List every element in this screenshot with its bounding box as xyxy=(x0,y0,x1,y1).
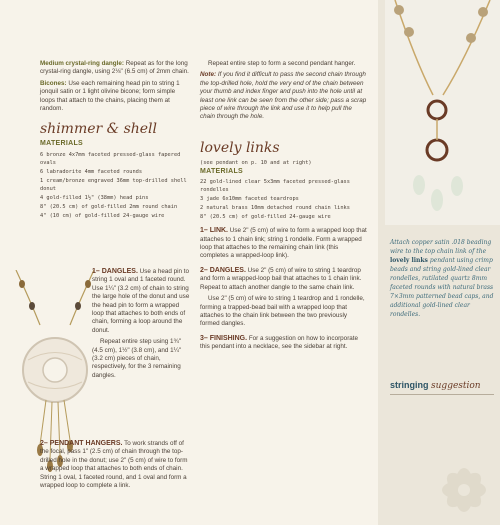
material-item: 4" (10 cm) of gold-filled 24-gauge wire xyxy=(40,212,165,219)
material-item: 4 gold-filled 1½" (38mm) head pins xyxy=(40,194,149,201)
link-step1-title: 1– LINK. xyxy=(200,227,229,235)
material-item: 8" (20.5 cm) of gold-filled 24-gauge wire xyxy=(200,214,331,221)
left-steps-a xyxy=(92,268,192,383)
materials-label: MATERIALS xyxy=(40,140,84,148)
sugg-b: suggestion xyxy=(431,381,481,391)
material-item: 6 bronze 4x7mm faceted pressed-glass fapered ovals xyxy=(40,151,181,166)
stringing-suggestion-label xyxy=(390,380,481,391)
step2-title: 2– PENDANT HANGERS. xyxy=(40,440,123,447)
note-paragraph xyxy=(200,71,368,121)
caption-bold: lovely links xyxy=(390,257,428,264)
link-step2-title: 2– DANGLES. xyxy=(200,266,246,274)
link-step2 xyxy=(200,267,368,292)
link-step3 xyxy=(200,335,368,352)
bicones-text: Use each remaining head pin to string 1 jonquil satin or 1 light olivine bicone; form simple loops that attach to the chains, placing them at random. xyxy=(40,79,180,113)
material-item: 22 gold-lined clear 5x3mm faceted pressed-glass rondelles xyxy=(200,179,350,194)
caption-part-a: Attach copper satin .018 beading wire to the top chain link of the xyxy=(390,239,492,255)
materials-label: MATERIALS xyxy=(200,167,244,175)
photo-caption xyxy=(390,238,494,319)
link-step1 xyxy=(200,227,368,261)
crystal-paragraph xyxy=(40,60,190,77)
step1-title: 1– DANGLES. xyxy=(92,268,138,275)
shimmer-shell-heading: shimmer & shell xyxy=(40,121,158,138)
middle-column xyxy=(200,60,368,355)
material-item: 3 jade 6x10mm faceted teardrops xyxy=(200,196,299,203)
material-item: 1 cream/bronze engraved 36mm top-drilled shell donut xyxy=(40,177,187,192)
step1-text: Use a head pin to string 1 oval and 1 faceted round. Use 1¼" (3.2 cm) of chain to string the large hole of the donut and use the head pin to form a wrapped loop that attaches to both ends of chain, forming a loop around the donut. xyxy=(92,268,190,334)
caption-part-b: pendant using crimp beads and string gold-lined clear rondelles, rutilated quartz 8mm faceted rounds with natural brass 7×3mm patterned bead caps, and additional gold-lined clear rondelles. xyxy=(390,257,494,318)
decorative-flower-icon xyxy=(404,430,500,525)
divider xyxy=(390,394,494,395)
note-label: Note: xyxy=(200,71,217,79)
lovely-links-photo xyxy=(385,0,500,225)
link-step2-text: Use 2" (5 cm) of wire to string 1 teardrop and form a wrapped-loop bail that attaches to 1 chain link. Repeat to attach another dangle to the same chain link. xyxy=(200,266,362,291)
note-text: If you find it difficult to pass the second chain through the top-drilled hole, hold the very end of the chain between your thumb and index finger and push into the hole until at least one link can be seen from the other side; pass a scrap piece of wire through the link and use it to help pull the chain through the hole. xyxy=(200,71,367,121)
material-item: 2 natural brass 10mm detached round chain links xyxy=(200,205,350,212)
step2-text: To work strands off of the focal, pass 1" (2.5 cm) of chain through the top-drilled hole in the donut; use 2" (5 cm) of wire to form a wrapped loop that attaches to both ends of chain. String 1 oval, 1 faceted round, and 1 oval and form a wrapped loop to complete a link. xyxy=(40,440,188,490)
repeat-paragraph: Repeat entire step to form a second pendant hanger. xyxy=(208,60,356,67)
link-step1-text: Use 2" (5 cm) of wire to form a wrapped loop that attaches to 1 chain link; string 1 rondelle. Form a wrapped loop that attaches to the remaining chain link (this completes a wrapped-loop link). xyxy=(200,227,367,260)
step1-paragraph xyxy=(92,268,192,335)
link-step3-text: For a suggestion on how to incorporate this pendant into a necklace, see the sidebar at right. xyxy=(200,334,359,351)
material-item: 6 labradorite 4mm faceted rounds xyxy=(40,168,143,175)
step2-paragraph xyxy=(40,440,192,490)
lovely-links-heading: lovely links xyxy=(200,139,280,156)
link-step2-b: Use 2" (5 cm) of wire to string 1 teardrop and 1 rondelle, forming a trapped-bead bail with a wrapped loop that attaches to the chain link between the two previously formed dangles. xyxy=(200,295,365,328)
bicones-title: Bicones: xyxy=(40,79,67,87)
see-pendant-note: (see pendant on p. 10 and at right) xyxy=(200,159,312,166)
crystal-title: Medium crystal-ring dangle: xyxy=(40,60,124,67)
crystal-text: Repeat as for the long crystal-ring dangle, using 2⅛" (6.5 cm) of 2mm chain. xyxy=(40,60,189,76)
left-column xyxy=(40,60,190,221)
link-step3-title: 3– FINISHING. xyxy=(200,334,248,342)
step1-repeat: Repeat entire step using 1¾" (4.5 cm), 1½" (3.8 cm), and 1¼" (3.2 cm) pieces of chain, respectively, for the 3 remaining dangles. xyxy=(92,338,182,379)
material-item: 8" (20.5 cm) of gold-filled 2mm round chain xyxy=(40,203,178,210)
bicones-paragraph xyxy=(40,80,190,114)
sugg-a: stringing xyxy=(390,380,429,390)
left-steps-b xyxy=(40,440,192,493)
